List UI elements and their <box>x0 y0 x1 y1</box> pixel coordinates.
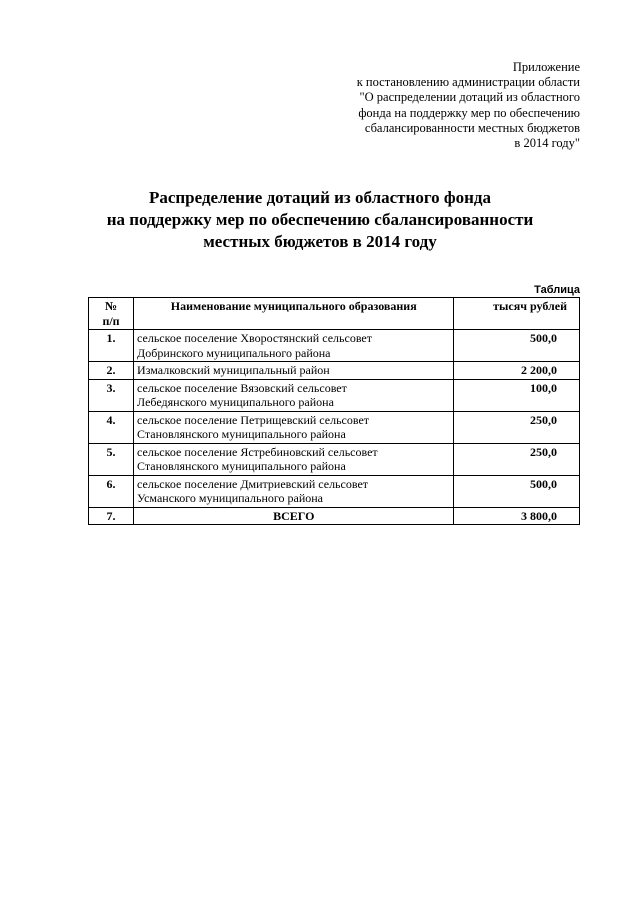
appendix-line: Приложение <box>512 60 580 74</box>
row-number: 6. <box>89 475 134 507</box>
row-name-line2: Становлянского муниципального района <box>137 427 346 441</box>
row-name-line2: Становлянского муниципального района <box>137 459 346 473</box>
table-row <box>89 379 580 411</box>
document-title <box>0 187 640 253</box>
row-value: 2 200,0 <box>454 362 580 380</box>
appendix-line: к постановлению администрации области <box>356 75 580 90</box>
row-name <box>134 411 454 443</box>
row-name <box>134 330 454 362</box>
table-row <box>89 330 580 362</box>
row-name-line2: Добринского муниципального района <box>137 345 331 360</box>
row-name-line1: сельское поселение Хворостянский сельсовет <box>137 331 372 345</box>
row-value: 500,0 <box>454 475 580 507</box>
title-line: местных бюджетов в 2014 году <box>203 232 437 251</box>
appendix-line: фонда на поддержку мер по обеспечению <box>358 105 580 120</box>
total-number: 7. <box>89 507 134 525</box>
appendix-line: сбалансированности местных бюджетов <box>364 120 580 135</box>
header-number-line1: № <box>104 299 118 313</box>
header-name: Наименование муниципального образования <box>134 298 454 330</box>
title-line: на поддержку мер по обеспечению сбалансированности <box>106 210 534 229</box>
row-name-line1: сельское поселение Ястребиновский сельсовет <box>137 444 378 459</box>
row-value: 500,0 <box>454 330 580 362</box>
table-row <box>89 362 580 380</box>
row-name-line1: сельское поселение Вязовский сельсовет <box>137 380 347 395</box>
header-value: тысяч рублей <box>454 298 580 330</box>
row-name-line2: Усманского муниципального района <box>137 491 323 505</box>
row-value: 250,0 <box>454 411 580 443</box>
table-header-row <box>89 298 580 330</box>
row-number: 2. <box>89 362 134 380</box>
appendix-line: в 2014 году" <box>514 136 580 151</box>
row-name-line1: сельское поселение Петрищевский сельсовет <box>137 412 370 427</box>
row-name <box>134 379 454 411</box>
appendix-line: "О распределении дотаций из областного <box>359 90 580 105</box>
row-name-line2: Лебедянского муниципального района <box>137 395 334 409</box>
row-value: 250,0 <box>454 443 580 475</box>
row-name-line1: Измалковский муниципальный район <box>137 363 330 377</box>
row-number: 1. <box>89 330 134 362</box>
row-name-line1: сельское поселение Дмитриевский сельсовет <box>137 476 369 491</box>
header-number-line2: п/п <box>102 313 120 328</box>
row-number: 5. <box>89 443 134 475</box>
row-name <box>134 362 454 380</box>
title-line: Распределение дотаций из областного фонда <box>148 188 492 207</box>
total-row <box>89 507 580 525</box>
total-value: 3 800,0 <box>454 507 580 525</box>
total-label: ВСЕГО <box>134 507 454 525</box>
table-row <box>89 475 580 507</box>
header-number <box>89 298 134 330</box>
row-number: 4. <box>89 411 134 443</box>
row-number: 3. <box>89 379 134 411</box>
row-name <box>134 475 454 507</box>
row-name <box>134 443 454 475</box>
table-row <box>89 443 580 475</box>
table-row <box>89 411 580 443</box>
table-caption: Таблица <box>534 284 580 296</box>
row-value: 100,0 <box>454 379 580 411</box>
appendix-block <box>280 60 580 151</box>
allocation-table <box>88 297 580 525</box>
